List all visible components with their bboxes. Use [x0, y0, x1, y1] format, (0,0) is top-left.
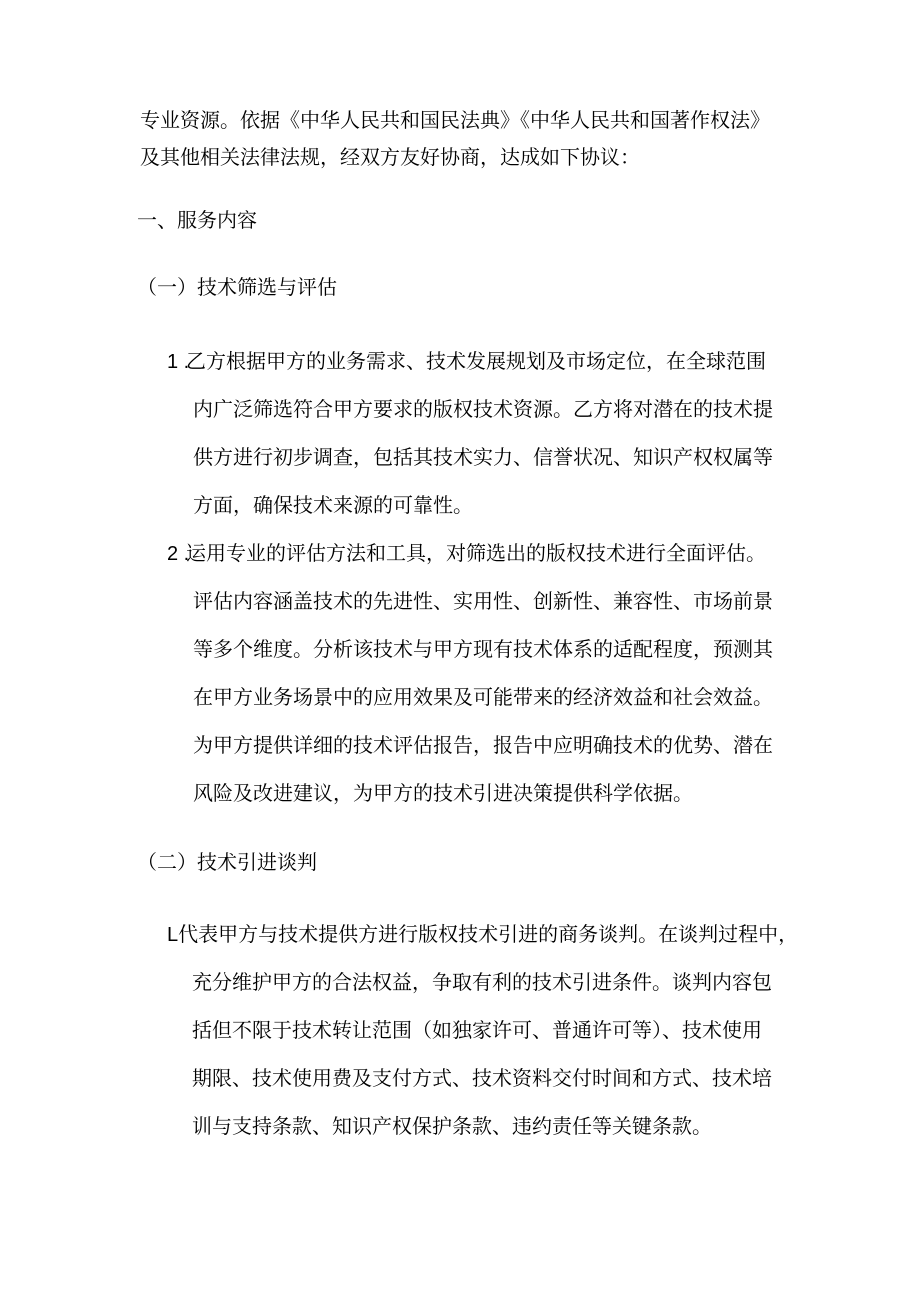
paragraph-line: 期限、技术使用费及支付方式、技术资料交付时间和方式、技术培 — [192, 1068, 772, 1090]
subsection-heading-tech-screening: （一）技术筛选与评估 — [137, 277, 337, 299]
paragraph-line: 训与支持条款、知识产权保护条款、违约责任等关键条款。 — [192, 1116, 712, 1138]
list-item-line: 内广泛筛选符合甲方要求的版权技术资源。乙方将对潜在的技术提 — [193, 399, 773, 421]
list-item-text: 运用专业的评估方法和工具，对筛选出的版权技术进行全面评估。 — [186, 543, 766, 565]
intro-line: 专业资源。依据《中华人民共和国民法典》《中华人民共和国著作权法》 — [140, 110, 770, 132]
list-item-marker: 2 . — [167, 543, 190, 565]
intro-paragraph — [140, 103, 795, 177]
numbered-list — [140, 338, 800, 818]
list-item-line — [140, 530, 800, 578]
list-item-line: 在甲方业务场景中的应用效果及可能带来的经济效益和社会效益。 — [193, 687, 773, 709]
list-item-line: 风险及改进建议，为甲方的技术引进决策提供科学依据。 — [193, 783, 693, 805]
paragraph-line: 括但不限于技术转让范围（如独家许可、普通许可等）、技术使用 — [192, 1020, 762, 1042]
list-item-line: 等多个维度。分析该技术与甲方现有技术体系的适配程度，预测其 — [193, 639, 773, 661]
paragraph-line: L代表甲方与技术提供方进行版权技术引进的商务谈判。在谈判过程中， — [167, 924, 799, 946]
section-heading-service-content: 一、服务内容 — [137, 210, 257, 232]
negotiation-paragraph — [140, 911, 800, 1151]
intro-line: 及其他相关法律法规，经双方友好协商，达成如下协议： — [140, 147, 640, 169]
list-item-line — [140, 338, 800, 386]
list-item-line: 为甲方提供详细的技术评估报告，报告中应明确技术的优势、潜在 — [193, 735, 773, 757]
list-item — [140, 530, 800, 818]
subsection-heading-tech-negotiation: （二）技术引进谈判 — [137, 852, 317, 874]
list-item-line: 评估内容涵盖技术的先进性、实用性、创新性、兼容性、市场前景 — [193, 591, 773, 613]
paragraph-line: 充分维护甲方的合法权益，争取有利的技术引进条件。谈判内容包 — [192, 972, 772, 994]
list-item-text: 乙方根据甲方的业务需求、技术发展规划及市场定位，在全球范围 — [186, 351, 766, 373]
list-item-line: 方面，确保技术来源的可靠性。 — [193, 495, 473, 517]
list-item — [140, 338, 800, 530]
list-item-line: 供方进行初步调查，包括其技术实力、信誉状况、知识产权权属等 — [193, 447, 773, 469]
list-item-marker: 1 . — [167, 351, 190, 373]
